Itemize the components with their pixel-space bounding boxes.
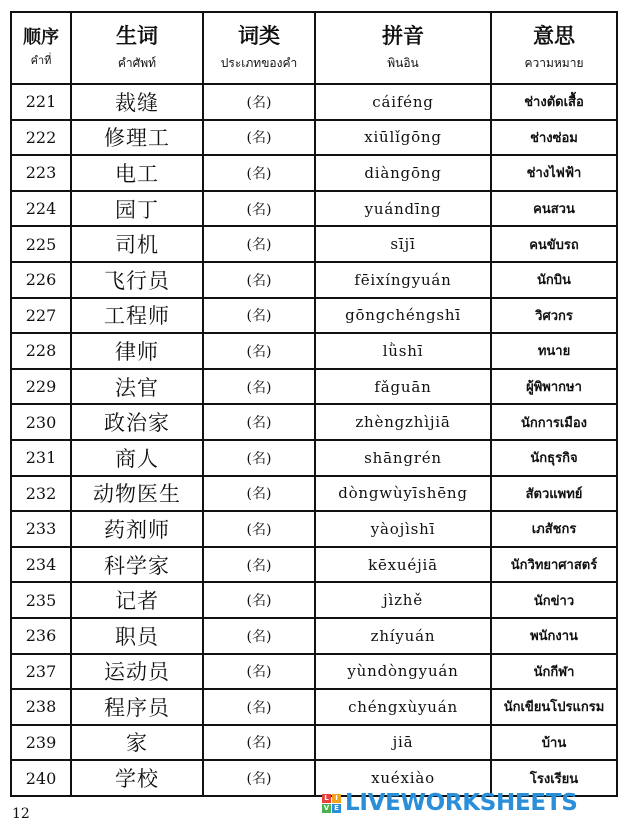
pinyin-cell: yùndòngyuán [315, 654, 491, 690]
table-row [11, 582, 617, 618]
word-cell: 法官 [71, 369, 203, 405]
meaning-cell: เภสัชกร [491, 511, 617, 547]
order-cell: 223 [11, 155, 71, 191]
meaning-cell: นักวิทยาศาสตร์ [491, 547, 617, 583]
pinyin-cell: jìzhě [315, 582, 491, 618]
page-number: 12 [12, 806, 30, 822]
part-of-speech-cell: (名) [203, 155, 315, 191]
part-of-speech-cell: (名) [203, 618, 315, 654]
pinyin-cell: sījī [315, 226, 491, 262]
pinyin-cell: kēxuéjiā [315, 547, 491, 583]
pinyin-cell: xiūlǐgōng [315, 120, 491, 156]
table-row [11, 226, 617, 262]
pinyin-cell: chéngxùyuán [315, 689, 491, 725]
pinyin-cell: lǜshī [315, 333, 491, 369]
word-cell: 学校 [71, 760, 203, 796]
order-cell: 231 [11, 440, 71, 476]
table-header-row [11, 12, 617, 84]
header-meaning-th: ความหมาย [524, 56, 584, 70]
word-cell: 电工 [71, 155, 203, 191]
pinyin-cell: dòngwùyīshēng [315, 476, 491, 512]
table-row [11, 120, 617, 156]
word-cell: 飞行员 [71, 262, 203, 298]
header-word-th: คำศัพท์ [117, 56, 157, 70]
order-cell: 237 [11, 654, 71, 690]
badge-letter: V [323, 804, 330, 812]
meaning-cell: คนขับรถ [491, 226, 617, 262]
part-of-speech-cell: (名) [203, 369, 315, 405]
liveworksheets-badge-icon [322, 794, 341, 813]
table-body [11, 84, 617, 796]
word-cell: 政治家 [71, 404, 203, 440]
header-order-th: คำที่ [30, 54, 52, 67]
meaning-cell: ช่างไฟฟ้า [491, 155, 617, 191]
part-of-speech-cell: (名) [203, 262, 315, 298]
badge-letter: I [332, 794, 341, 803]
header-meaning [491, 12, 617, 84]
order-cell: 226 [11, 262, 71, 298]
order-cell: 225 [11, 226, 71, 262]
meaning-cell: สัตวแพทย์ [491, 476, 617, 512]
word-cell: 职员 [71, 618, 203, 654]
meaning-cell: โรงเรียน [491, 760, 617, 796]
part-of-speech-cell: (名) [203, 654, 315, 690]
table-row [11, 298, 617, 334]
header-part-of-speech-th: ประเภทของคำ [220, 56, 298, 70]
table-row [11, 689, 617, 725]
logo-text: LIVEWORKSHEETS [345, 790, 578, 816]
part-of-speech-cell: (名) [203, 511, 315, 547]
pinyin-cell: shāngrén [315, 440, 491, 476]
meaning-cell: นักข่าว [491, 582, 617, 618]
part-of-speech-cell: (名) [203, 191, 315, 227]
part-of-speech-cell: (名) [203, 547, 315, 583]
table-row [11, 725, 617, 761]
badge-letter: L [322, 794, 331, 803]
word-cell: 修理工 [71, 120, 203, 156]
header-order [11, 12, 71, 84]
header-meaning-zh: 意思 [533, 24, 575, 48]
table-row [11, 476, 617, 512]
order-cell: 222 [11, 120, 71, 156]
word-cell: 家 [71, 725, 203, 761]
header-pinyin-zh: 拼音 [382, 24, 424, 48]
table-row [11, 191, 617, 227]
word-cell: 园丁 [71, 191, 203, 227]
order-cell: 236 [11, 618, 71, 654]
part-of-speech-cell: (名) [203, 84, 315, 120]
pinyin-cell: xuéxiào [315, 760, 491, 796]
meaning-cell: ทนาย [491, 333, 617, 369]
word-cell: 药剂师 [71, 511, 203, 547]
table-row [11, 618, 617, 654]
word-cell: 司机 [71, 226, 203, 262]
order-cell: 234 [11, 547, 71, 583]
meaning-cell: นักกีฬา [491, 654, 617, 690]
pinyin-cell: yuándīng [315, 191, 491, 227]
order-cell: 228 [11, 333, 71, 369]
meaning-cell: พนักงาน [491, 618, 617, 654]
part-of-speech-cell: (名) [203, 440, 315, 476]
word-cell: 商人 [71, 440, 203, 476]
table-row [11, 333, 617, 369]
part-of-speech-cell: (名) [203, 476, 315, 512]
order-cell: 232 [11, 476, 71, 512]
order-cell: 229 [11, 369, 71, 405]
order-cell: 227 [11, 298, 71, 334]
part-of-speech-cell: (名) [203, 404, 315, 440]
meaning-cell: วิศวกร [491, 298, 617, 334]
part-of-speech-cell: (名) [203, 760, 315, 796]
word-cell: 裁缝 [71, 84, 203, 120]
part-of-speech-cell: (名) [203, 226, 315, 262]
word-cell: 记者 [71, 582, 203, 618]
table-row [11, 404, 617, 440]
table-row [11, 440, 617, 476]
pinyin-cell: jiā [315, 725, 491, 761]
header-pinyin [315, 12, 491, 84]
word-cell: 程序员 [71, 689, 203, 725]
order-cell: 238 [11, 689, 71, 725]
word-cell: 动物医生 [71, 476, 203, 512]
table-row [11, 547, 617, 583]
vocabulary-table [10, 11, 618, 797]
order-cell: 239 [11, 725, 71, 761]
table-row [11, 654, 617, 690]
meaning-cell: คนสวน [491, 191, 617, 227]
badge-letter: E [332, 804, 341, 813]
table-row [11, 84, 617, 120]
table-row [11, 155, 617, 191]
word-cell: 科学家 [71, 547, 203, 583]
pinyin-cell: fēixíngyuán [315, 262, 491, 298]
part-of-speech-cell: (名) [203, 689, 315, 725]
header-pinyin-th: พินอิน [387, 56, 419, 70]
pinyin-cell: gōngchéngshī [315, 298, 491, 334]
part-of-speech-cell: (名) [203, 582, 315, 618]
table-row [11, 262, 617, 298]
meaning-cell: นักเขียนโปรแกรม [491, 689, 617, 725]
meaning-cell: ช่างซ่อม [491, 120, 617, 156]
meaning-cell: ช่างตัดเสื้อ [491, 84, 617, 120]
table-row [11, 511, 617, 547]
liveworksheets-logo [322, 788, 577, 818]
meaning-cell: บ้าน [491, 725, 617, 761]
meaning-cell: นักธุรกิจ [491, 440, 617, 476]
part-of-speech-cell: (名) [203, 298, 315, 334]
order-cell: 233 [11, 511, 71, 547]
word-cell: 工程师 [71, 298, 203, 334]
pinyin-cell: zhíyuán [315, 618, 491, 654]
header-order-zh: 顺序 [23, 27, 59, 48]
header-word [71, 12, 203, 84]
header-part-of-speech-zh: 词类 [238, 24, 280, 48]
meaning-cell: นักการเมือง [491, 404, 617, 440]
pinyin-cell: fǎguān [315, 369, 491, 405]
order-cell: 235 [11, 582, 71, 618]
word-cell: 运动员 [71, 654, 203, 690]
part-of-speech-cell: (名) [203, 120, 315, 156]
pinyin-cell: cáiféng [315, 84, 491, 120]
order-cell: 221 [11, 84, 71, 120]
header-part-of-speech [203, 12, 315, 84]
pinyin-cell: zhèngzhìjiā [315, 404, 491, 440]
meaning-cell: นักบิน [491, 262, 617, 298]
word-cell: 律师 [71, 333, 203, 369]
part-of-speech-cell: (名) [203, 333, 315, 369]
order-cell: 240 [11, 760, 71, 796]
part-of-speech-cell: (名) [203, 725, 315, 761]
order-cell: 224 [11, 191, 71, 227]
pinyin-cell: yàojìshī [315, 511, 491, 547]
pinyin-cell: diàngōng [315, 155, 491, 191]
meaning-cell: ผู้พิพากษา [491, 369, 617, 405]
table-row [11, 369, 617, 405]
order-cell: 230 [11, 404, 71, 440]
header-word-zh: 生词 [116, 24, 158, 48]
